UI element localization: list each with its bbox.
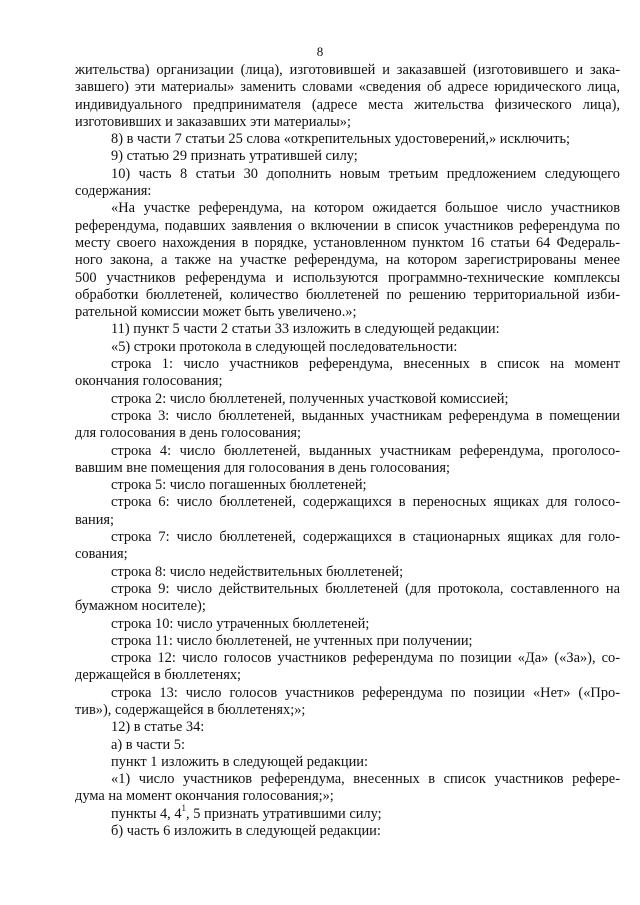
text-line: содержания: (75, 183, 152, 200)
text-line: индивидуального предпринимателя (адресе места жительства физического лица), (75, 96, 620, 113)
text-line: 12) в статье 34: (111, 719, 205, 736)
text-line: жительства) организации (лица), изготовившей и заказавшей (изготовившего и зака- (75, 62, 620, 78)
text-line: строка 2: число бюллетеней, полученных участковой комиссией; (111, 390, 509, 407)
text-line: 500 участников референдума и используются программно-технические комплексы (75, 269, 620, 286)
page-number: 8 (316, 44, 324, 59)
text-line: а) в части 5: (111, 736, 185, 753)
text-line: строка 12: число голосов участников референдума по позиции «Да» («За»), со- (111, 650, 620, 667)
text-line: 9) статью 29 признать утратившей силу; (111, 148, 358, 165)
text-line: ного закона, а также на участке референдума, на котором зарегистрированы менее (75, 252, 620, 269)
text-line: строка 4: число бюллетеней, выданных участникам референдума, проголосо- (111, 442, 620, 459)
text-line: вавшим вне помещения для голосования в день голосования; (75, 459, 450, 476)
text-line: рательной комиссии может быть увеличено.»; (75, 304, 357, 321)
text-line: 10) часть 8 статьи 30 дополнить новым третьим предложением следующего (111, 165, 620, 182)
text-line: окончания голосования; (75, 373, 223, 390)
text-fragment: пункты 4, 4 (111, 805, 182, 822)
text-line: для голосования в день голосования; (75, 425, 302, 442)
text-line: строка 13: число голосов участников референдума по позиции «Нет» («Про- (111, 684, 620, 701)
text-line: пункт 1 изложить в следующей редакции: (111, 753, 368, 770)
text-line: изготовивших и заказавших эти материалы»; (75, 113, 351, 130)
superscript: 1 (181, 802, 187, 813)
text-line: б) часть 6 изложить в следующей редакции: (111, 823, 381, 840)
text-line: строка 3: число бюллетеней, выданных участникам референдума в помещении (111, 407, 620, 424)
text-line: строка 7: число бюллетеней, содержащихся в стационарных ящиках для голо- (111, 529, 620, 546)
text-line: вания; (75, 511, 115, 528)
text-line: строка 8: число недействительных бюллетеней; (111, 563, 404, 580)
text-line: обработки бюллетеней, количество бюллетеней по решению территориальной изби- (75, 286, 620, 303)
document-body (75, 62, 620, 840)
text-line: «На участке референдума, на котором ожидается большое число участников (111, 200, 620, 217)
text-line: 11) пункт 5 части 2 статьи 33 изложить в следующей редакции: (111, 321, 500, 338)
text-fragment: , 5 признать утратившими силу; (186, 805, 382, 822)
text-line: 8) в части 7 статьи 25 слова «открепительных удостоверений,» исключить; (111, 131, 571, 148)
text-line: строка 6: число бюллетеней, содержащихся в переносных ящиках для голосо- (111, 494, 620, 511)
text-line: «5) строки протокола в следующей последовательности: (111, 338, 458, 355)
text-line: «1) число участников референдума, внесенных в список участников рефере- (111, 771, 620, 788)
text-line: месту своего нахождения в порядке, установленном пунктом 16 статьи 64 Федераль- (75, 234, 620, 251)
text-line: сования; (75, 546, 128, 563)
text-line: тив»), содержащейся в бюллетенях;»; (75, 701, 306, 718)
text-line: дума на момент окончания голосования;»; (75, 788, 334, 805)
text-line: строка 5: число погашенных бюллетеней; (111, 477, 367, 494)
text-line: строка 10: число утраченных бюллетеней; (111, 615, 370, 632)
text-line: референдума, подавших заявления о включении в список участников референдума по (75, 217, 620, 234)
text-line: строка 1: число участников референдума, внесенных в список на момент (111, 356, 620, 373)
text-line: строка 11: число бюллетеней, не учтенных при получении; (111, 632, 473, 649)
text-line: бумажном носителе); (75, 598, 206, 615)
text-line: завшего) эти материалы» заменить словами «сведения об адресе юридического лица, (75, 79, 620, 96)
text-line: строка 9: число действительных бюллетеней (для протокола, составленного на (111, 580, 620, 597)
text-line: держащейся в бюллетенях; (75, 667, 242, 684)
text-line (75, 802, 620, 823)
